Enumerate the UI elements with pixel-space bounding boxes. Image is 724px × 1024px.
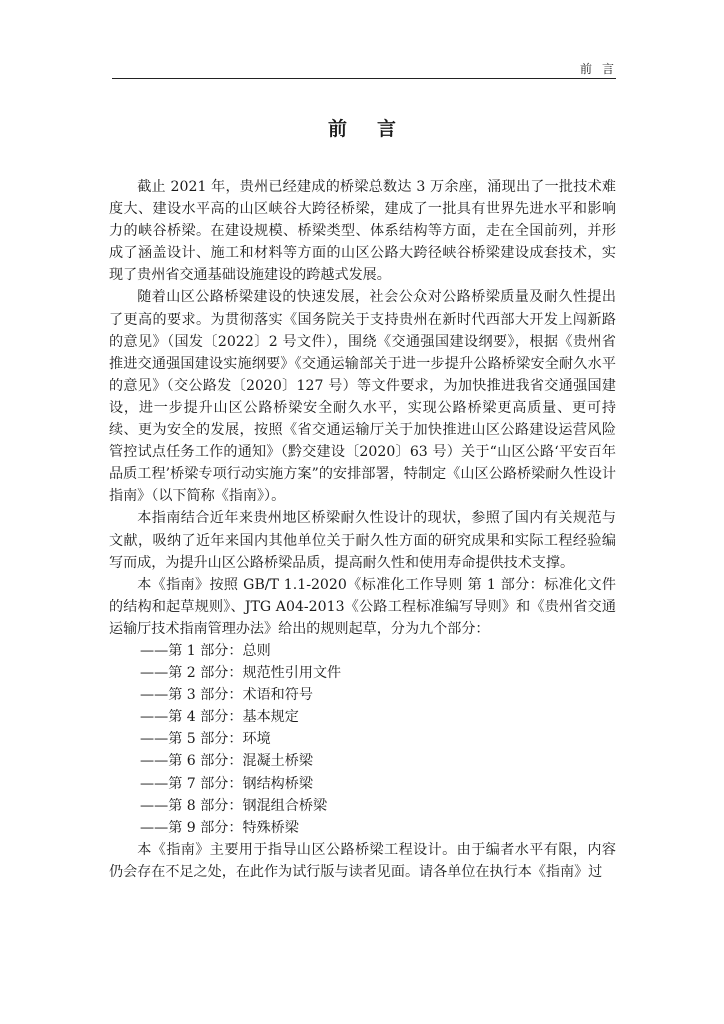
list-item: ——第 6 部分：混凝土桥梁	[140, 753, 313, 770]
paragraph-background: 截止 2021 年，贵州已经建成的桥梁总数达 3 万余座，涌现出了一批技术难度大、建设水平高的山区峡谷大跨径桥梁，建成了一批具有世界先进水平和影响力的峡谷桥梁。在建设规模、桥梁类型、体系结构等方面，走在全国前列，并形成了涵盖设计、施工和材料等方面的山区公路大跨径峡谷桥梁建设成套技术，实现了贵州省交通基础设施建设的跨越式发展。	[109, 179, 616, 284]
list-item: ——第 5 部分：环境	[140, 731, 271, 748]
list-item: ——第 3 部分：术语和符号	[140, 687, 313, 704]
list-item: ——第 9 部分：特殊桥梁	[140, 819, 299, 836]
parts-list	[109, 640, 616, 839]
list-item: ——第 1 部分：总则	[140, 642, 271, 659]
page-title: 前言	[327, 118, 426, 140]
list-item: ——第 4 部分：基本规定	[140, 709, 299, 726]
running-header	[112, 58, 624, 79]
list-item: ——第 8 部分：钢混组合桥梁	[140, 797, 328, 814]
list-item: ——第 2 部分：规范性引用文件	[140, 665, 342, 682]
paragraph-structure: 本《指南》按照 GB/T 1.1-2020《标准化工作导则 第 1 部分：标准化文件的结构和起草规则》、JTG A04-2013《公路工程标准编写导则》和《贵州省交通运输厅技术指南管理办法》给出的规则起草，分为九个部分：	[109, 576, 616, 637]
running-header-title: 前言	[579, 62, 624, 76]
paragraph-closing: 本《指南》主要用于指导山区公路桥梁工程设计。由于编者水平有限，内容仍会存在不足之处，在此作为试行版与读者见面。请各单位在执行本《指南》过	[109, 841, 616, 880]
paragraph-purpose: 随着山区公路桥梁建设的快速发展，社会公众对公路桥梁质量及耐久性提出了更高的要求。为贯彻落实《国务院关于支持贵州在新时代西部大开发上闯新路的意见》（国发〔2022〕2 号文件），围绕《交通强国建设纲要》，根据《贵州省推进交通强国建设实施纲要》《交通运输部关于进一步提升公路桥梁安全耐久水平的意见》（交公路发〔2020〕127 号）等文件要求，为加快推进我省交通强国建设，进一步提升山区公路桥梁安全耐久水平，实现公路桥梁更高质量、更可持续、更为安全的发展，按照《省交通运输厅关于加快推进山区公路建设运营风险管控试点任务工作的通知》（黔交建设〔2020〕63 号）关于“山区公路‘平安百年品质工程’桥梁专项行动实施方案”的安排部署，特制定《山区公路桥梁耐久性设计指南》（以下简称《指南》）。	[109, 289, 616, 505]
document-body	[109, 176, 616, 883]
list-item: ——第 7 部分：钢结构桥梁	[140, 775, 313, 792]
paragraph-basis: 本指南结合近年来贵州地区桥梁耐久性设计的现状，参照了国内有关规范与文献，吸纳了近年来国内其他单位关于耐久性方面的研究成果和实际工程经验编写而成，为提升山区公路桥梁品质，提高耐久性和使用寿命提供技术支撑。	[109, 510, 616, 571]
